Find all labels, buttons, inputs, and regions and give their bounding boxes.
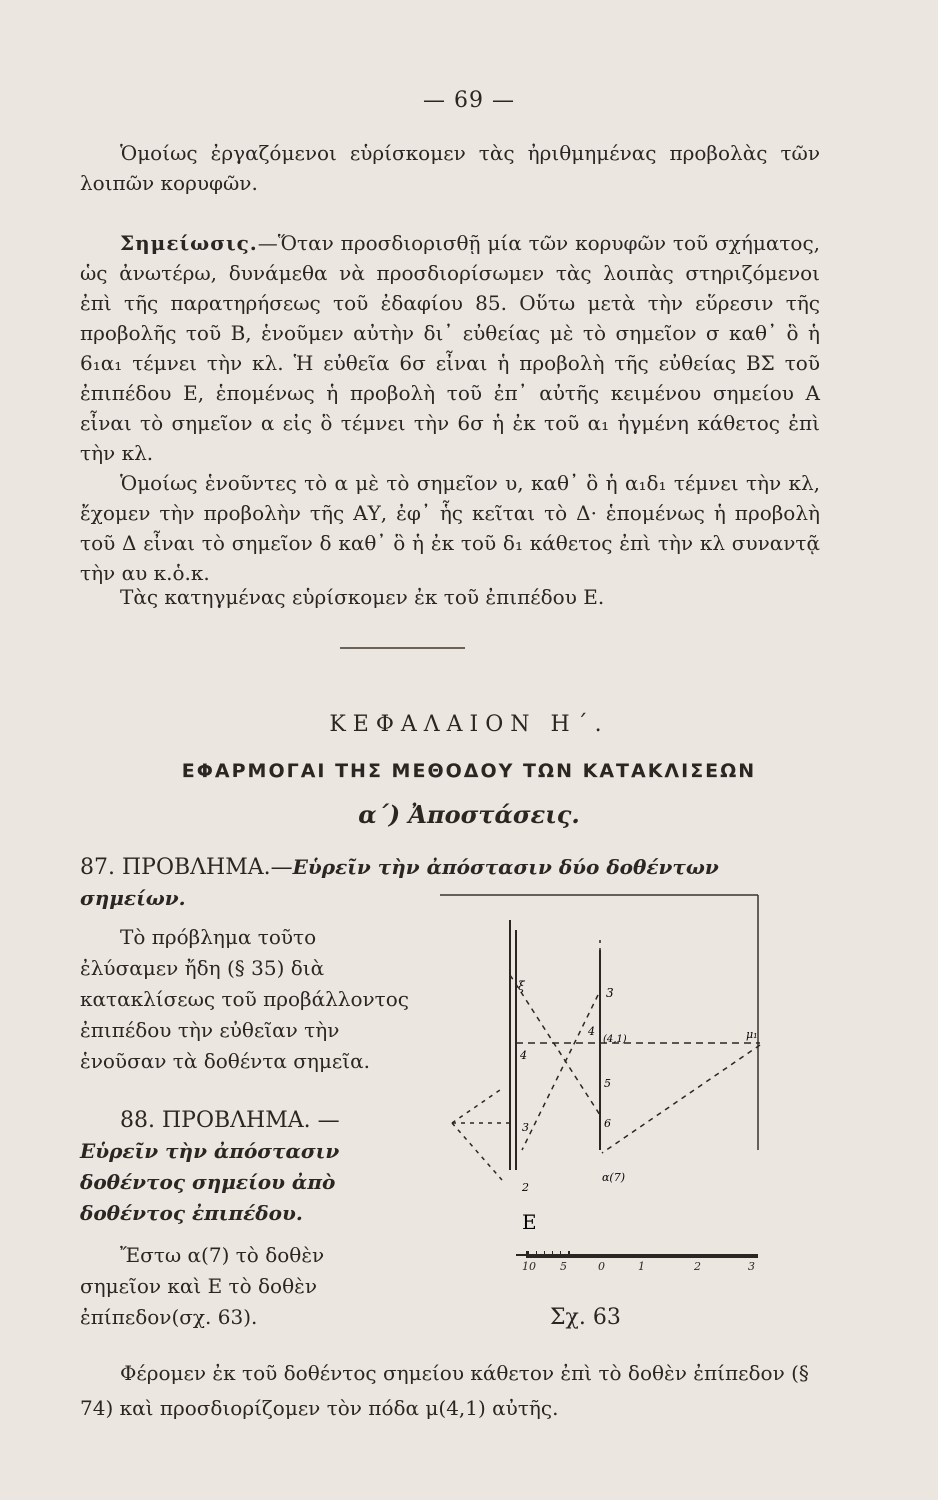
diagonal-dashed-2 bbox=[522, 995, 598, 1150]
chapter-subtitle: ΕΦΑΡΜΟΓΑΙ ΤΗΣ ΜΕΘΟΔΟΥ ΤΩΝ ΚΑΤΑΚΛΙΣΕΩΝ bbox=[181, 760, 757, 782]
paragraph-ordinates: Τὰς κατηγμένας εὑρίσκομεν ἐκ τοῦ ἐπιπέδου Ε. bbox=[120, 585, 605, 609]
diagonal-dashed-1 bbox=[510, 975, 600, 1115]
final-paragraph: Φέρομεν ἐκ τοῦ δοθέντος σημείου κάθετον ἐπὶ τὸ δοθὲν ἐπίπεδον (§ 74) καὶ προσδιορίζομεν τὸν πόδα μ(4,1) αὐτῆς. bbox=[80, 1361, 809, 1420]
page-number: — 69 — bbox=[423, 88, 515, 113]
separator-rule bbox=[340, 647, 465, 649]
scale-label-1: 1 bbox=[638, 1260, 645, 1273]
problem-88-label: 88. ΠΡΟΒΛΗΜΑ. — bbox=[120, 1108, 340, 1133]
arrow-dashed-upper bbox=[452, 1090, 500, 1123]
problem-87-label: 87. ΠΡΟΒΛΗΜΑ.— bbox=[80, 855, 293, 880]
note-text: —Ὅταν προσδιορισθῇ μία τῶν κορυφῶν τοῦ σχήματος, ὡς ἀνωτέρω, δυνάμεθα νὰ προσδιορίσωμεν τὰς λοιπὰς στηριζόμενοι ἐπὶ τῆς παρατηρήσεως τοῦ ἐδαφίου 85. Οὕτω μετὰ τὴν εὕρεσιν τῆς προβολῆς τοῦ Β, ἑνοῦμεν αὐτὴν δι᾽ εὐθείας μὲ τὸ σημεῖον σ καθ᾽ ὃ ἡ 6₁α₁ τέμνει τὴν κλ. Ἡ εὐθεῖα 6σ εἶναι ἡ προβολὴ τῆς εὐθείας ΒΣ τοῦ ἐπιπέδου Ε, ἑπομένως ἡ προβολὴ τοῦ ἐπ᾽ αὐτῆς κειμένου σημείου Α εἶναι τὸ σημεῖον α εἰς ὃ τέμνει τὴν 6σ ἡ ἐκ τοῦ α₁ ἠγμένη κάθετος ἐπὶ τὴν κλ. bbox=[80, 231, 820, 465]
problem-88-body: Ἔστω α(7) τὸ δοθὲν σημεῖον καὶ Ε τὸ δοθὲν ἐπίπεδον(σχ. 63). bbox=[80, 1243, 325, 1329]
chapter-title: ΚΕΦΑΛΑΙΟΝ Η΄. bbox=[329, 712, 609, 737]
figure-label-3b: 3 bbox=[522, 1121, 529, 1134]
scale-label-5: 5 bbox=[560, 1260, 567, 1273]
figure-label-a7: α(7) bbox=[602, 1171, 626, 1184]
scale-label-10: 10 bbox=[522, 1260, 536, 1273]
figure-label-5: 5 bbox=[604, 1077, 611, 1090]
arrow-dashed-lower bbox=[452, 1123, 502, 1180]
figure-label-mu1: μ₁ bbox=[746, 1028, 758, 1041]
problem-87-title: Εὑρεῖν τὴν ἀπόστασιν δύο δοθέντων σημείων. bbox=[80, 855, 719, 910]
paragraph-similarly: Ὁμοίως ἑνοῦντες τὸ α μὲ τὸ σημεῖον υ, καθ᾽ ὃ ἡ α₁δ₁ τέμνει τὴν κλ, ἔχομεν τὴν προβολὴν τῆς ΑΥ, ἐφ᾽ ἧς κεῖται τὸ Δ· ἑπομένως ἡ προβολὴ τοῦ Δ εἶναι τὸ σημεῖον δ καθ᾽ ὃ ἡ ἐκ τοῦ δ₁ κάθετος ἐπὶ τὴν κλ συναντᾷ τὴν αυ κ.ὁ.κ. bbox=[80, 471, 820, 585]
note-label: Σημείωσις. bbox=[120, 231, 258, 255]
section-title: α΄) Ἀποστάσεις. bbox=[358, 800, 580, 829]
figure-63 bbox=[440, 895, 780, 1234]
figure-label-2: 2 bbox=[522, 1181, 529, 1194]
figure-label-E: Ε bbox=[522, 1210, 537, 1234]
scale-rule bbox=[526, 1256, 758, 1258]
figure-label-6: 6 bbox=[604, 1117, 611, 1130]
figure-label-3: 3 bbox=[606, 986, 614, 1000]
problem-88-heading bbox=[80, 1105, 410, 1229]
diagonal-dashed-3 bbox=[602, 1045, 760, 1153]
problem-88-title: Εὑρεῖν τὴν ἀπόστασιν δοθέντος σημείου ἀπὸ δοθέντος ἐπιπέδου. bbox=[80, 1139, 340, 1225]
note-paragraph bbox=[80, 228, 820, 468]
figure-label-4-1: (4,1) bbox=[603, 1034, 627, 1045]
figure-caption: Σχ. 63 bbox=[550, 1305, 621, 1330]
problem-87-body: Τὸ πρόβλημα τοῦτο ἐλύσαμεν ἤδη (§ 35) διὰ κατακλίσεως τοῦ προβάλλοντος ἐπιπέδου τὴν εὐθεῖαν τὴν ἑνοῦσαν τὰ δοθέντα σημεῖα. bbox=[80, 925, 409, 1073]
scale-label-0: 0 bbox=[598, 1260, 605, 1273]
paragraph-continuation: Ὁμοίως ἐργαζόμενοι εὑρίσκομεν τὰς ἠριθμημένας προβολὰς τῶν λοιπῶν κορυφῶν. bbox=[80, 141, 820, 195]
figure-scale bbox=[520, 1250, 760, 1274]
figure-label-4b: 4 bbox=[588, 1025, 595, 1038]
figure-label-xi: ξ bbox=[518, 979, 525, 993]
scale-label-3: 3 bbox=[748, 1260, 755, 1273]
scale-label-2: 2 bbox=[694, 1260, 701, 1273]
figure-label-4a: 4 bbox=[520, 1049, 527, 1062]
scale-ticks bbox=[526, 1251, 570, 1256]
